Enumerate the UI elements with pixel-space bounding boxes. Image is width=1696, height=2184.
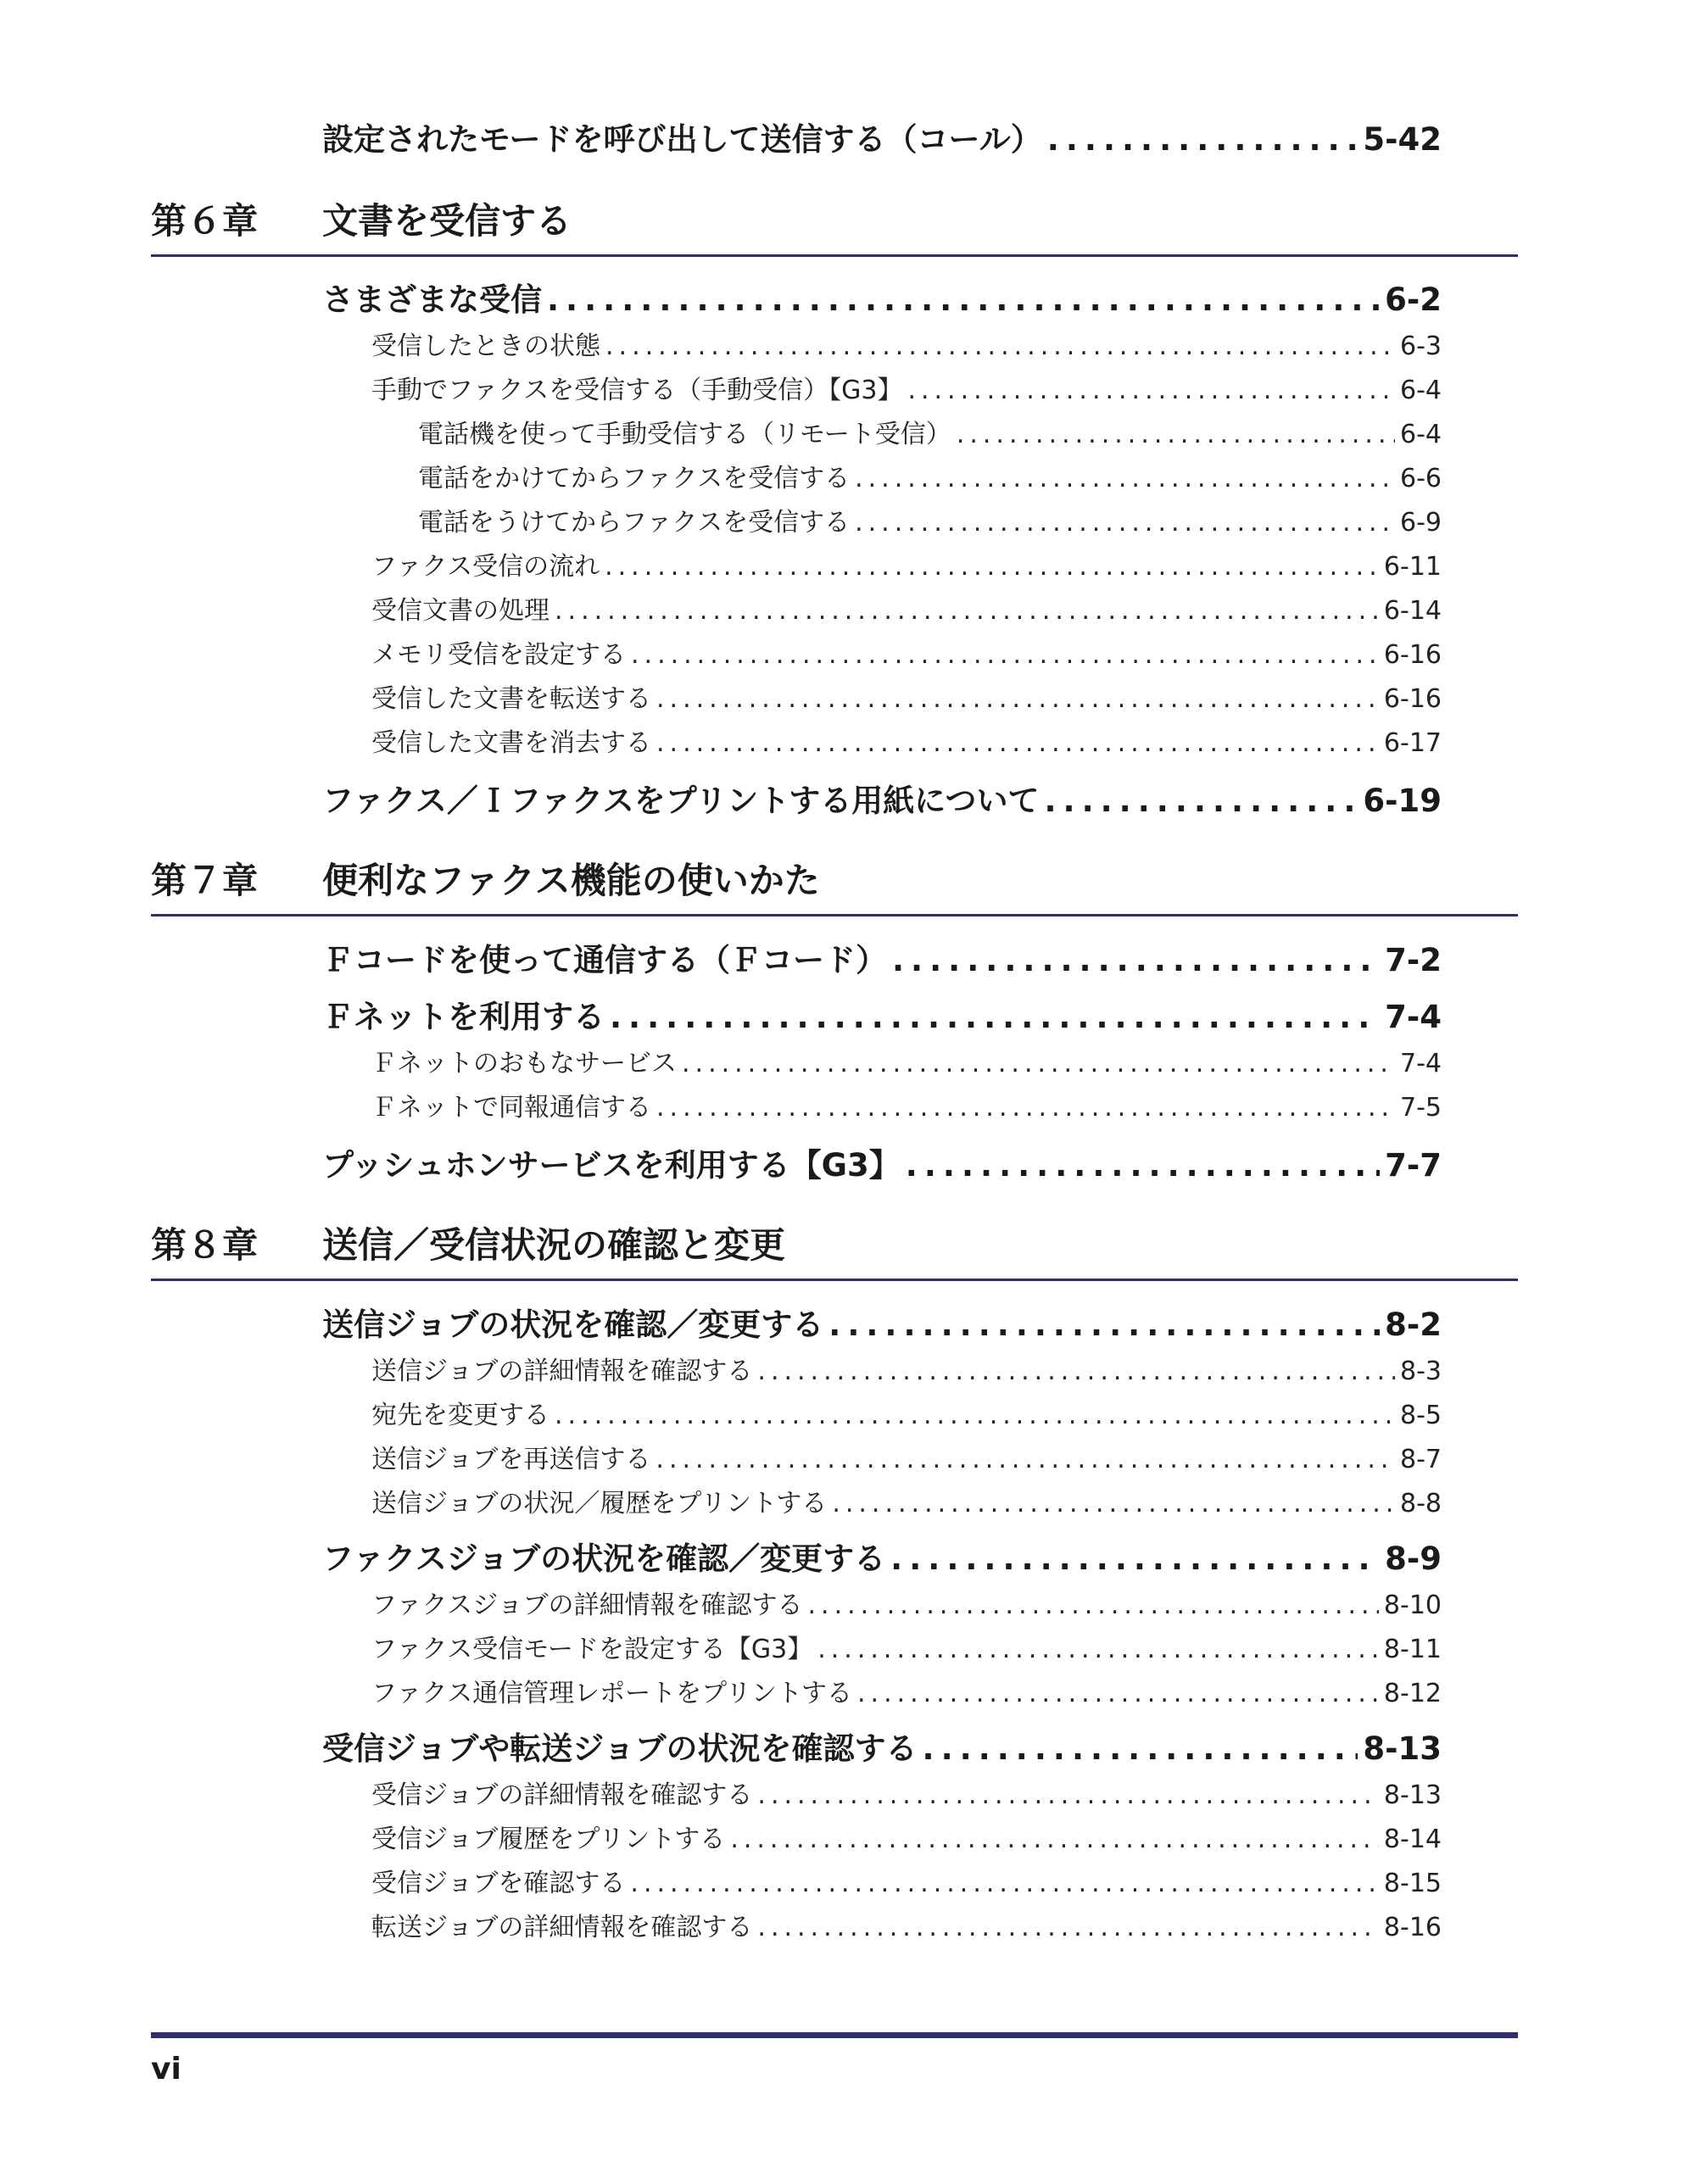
toc-section-entry[interactable] [322, 1723, 1442, 1769]
dot-leader [656, 728, 1379, 758]
dot-leader [547, 281, 1380, 318]
dot-leader [682, 1049, 1395, 1078]
toc-section-entry[interactable] [322, 1299, 1442, 1345]
chapter-title: 便利なファクス機能の使いかた [322, 860, 820, 901]
toc-section-entry[interactable] [322, 775, 1442, 821]
chapter-heading [151, 856, 1518, 916]
toc-entry-title: Ｆネットで同報通信する [371, 1093, 651, 1123]
dot-leader [757, 1913, 1379, 1942]
chapter-heading [151, 1221, 1518, 1281]
toc-entry-title: 電話をかけてからファクスを受信する [418, 464, 851, 493]
chapter-number: 第７章 [151, 860, 259, 901]
toc-section-entry[interactable] [322, 274, 1442, 320]
toc-item-entry[interactable] [371, 1482, 1442, 1519]
toc-entry-page: 8-3 [1400, 1357, 1442, 1386]
toc-item-entry[interactable] [371, 1042, 1442, 1079]
toc-entry-title: 電話をうけてからファクスを受信する [418, 508, 851, 538]
toc-entry-title: 宛先を変更する [371, 1401, 550, 1430]
toc-entry-page: 6-3 [1400, 332, 1442, 361]
toc-entry-title: ファクス通信管理レポートをプリントする [371, 1679, 852, 1708]
dot-leader [630, 1869, 1379, 1898]
toc-entry-page: 6-14 [1383, 596, 1442, 626]
page-number: vi [151, 2052, 181, 2086]
toc-entry-page: 7-2 [1385, 942, 1442, 978]
toc-item-entry[interactable] [371, 1086, 1442, 1123]
dot-leader [857, 1679, 1379, 1708]
toc-entry-title: 転送ジョブの詳細情報を確認する [371, 1913, 753, 1942]
toc-entry-page: 7-4 [1400, 1049, 1442, 1078]
toc-entry-page: 6-17 [1383, 728, 1442, 758]
toc-entry-page: 8-7 [1400, 1445, 1442, 1474]
toc-item-entry[interactable] [371, 589, 1442, 627]
dot-leader [656, 1445, 1395, 1474]
toc-entry-page: 5-42 [1363, 121, 1442, 158]
dot-leader [1044, 783, 1358, 819]
toc-entry-title: ファクスジョブの状況を確認／変更する [322, 1540, 886, 1577]
toc-item-entry[interactable] [371, 1438, 1442, 1475]
toc-entry-page: 6-6 [1400, 464, 1442, 493]
toc-entry-page: 6-4 [1400, 376, 1442, 405]
dot-leader [855, 464, 1395, 493]
toc-entry-title: 受信文書の処理 [371, 596, 550, 626]
dot-leader [832, 1489, 1395, 1518]
dot-leader [957, 420, 1395, 449]
toc-entry-page: 6-11 [1383, 552, 1442, 582]
dot-leader [757, 1780, 1379, 1810]
dot-leader [555, 596, 1379, 626]
toc-section-entry[interactable] [322, 1533, 1442, 1579]
toc-section-entry[interactable] [322, 991, 1442, 1037]
toc-entry-title: ファクスジョブの詳細情報を確認する [371, 1591, 803, 1620]
toc-entry-title: 受信した文書を消去する [371, 728, 651, 758]
dot-leader [605, 552, 1379, 582]
toc-item-entry[interactable] [371, 325, 1442, 362]
toc-item-entry[interactable] [371, 545, 1442, 582]
toc-item-entry[interactable] [371, 1862, 1442, 1899]
toc-entry-title: 送信ジョブの状況を確認／変更する [322, 1306, 824, 1343]
toc-entry-page: 8-2 [1385, 1306, 1442, 1343]
dot-leader [923, 1730, 1358, 1767]
toc-entry-page: 6-4 [1400, 420, 1442, 449]
toc-entry-page: 8-11 [1383, 1635, 1442, 1664]
toc-entry-title: 送信ジョブを再送信する [371, 1445, 651, 1474]
toc-entry-page: 8-10 [1383, 1591, 1442, 1620]
toc-subitem-entry[interactable] [418, 501, 1442, 538]
toc-entry-title: さまざまな受信 [322, 281, 542, 318]
toc-item-entry[interactable] [371, 677, 1442, 715]
toc-item-entry[interactable] [371, 1628, 1442, 1665]
toc-entry-page: 8-12 [1383, 1679, 1442, 1708]
toc-item-entry[interactable] [371, 1350, 1442, 1387]
toc-entry-title: Ｆネットのおもなサービス [371, 1049, 677, 1078]
toc-entry-page: 6-9 [1400, 508, 1442, 538]
dot-leader [730, 1825, 1379, 1854]
footer-rule [151, 2032, 1518, 2038]
toc-subitem-entry[interactable] [418, 457, 1442, 494]
toc-entry-title: 手動でファクスを受信する（手動受信）【G3】 [371, 376, 903, 405]
toc-entry-page: 8-13 [1363, 1730, 1442, 1767]
toc-entry-title: 受信ジョブを確認する [371, 1869, 626, 1898]
dot-leader [817, 1635, 1379, 1664]
chapter-heading [151, 197, 1518, 257]
toc-section-entry[interactable] [322, 934, 1442, 980]
toc-subitem-entry[interactable] [418, 413, 1442, 450]
toc-item-entry[interactable] [371, 633, 1442, 671]
toc-entry-title: 受信ジョブや転送ジョブの状況を確認する [322, 1730, 918, 1767]
dot-leader [1047, 121, 1358, 158]
toc-item-entry[interactable] [371, 1818, 1442, 1855]
toc-entry-page: 8-13 [1383, 1780, 1442, 1810]
toc-entry-page: 6-2 [1385, 281, 1442, 318]
toc-item-entry[interactable] [371, 722, 1442, 759]
toc-entry-title: 送信ジョブの詳細情報を確認する [371, 1357, 753, 1386]
toc-entry-page: 8-15 [1383, 1869, 1442, 1898]
dot-leader [757, 1357, 1395, 1386]
dot-leader [828, 1306, 1380, 1343]
toc-entry-title: 受信ジョブの詳細情報を確認する [371, 1780, 753, 1810]
toc-entry-page: 6-19 [1363, 783, 1442, 819]
toc-entry-title: 設定されたモードを呼び出して送信する（コール） [322, 121, 1042, 158]
toc-entry-title: 送信ジョブの状況／履歴をプリントする [371, 1489, 828, 1518]
toc-item-entry[interactable] [371, 1394, 1442, 1431]
toc-item-entry[interactable] [371, 1906, 1442, 1943]
toc-entry-title: メモリ受信を設定する [371, 640, 626, 670]
dot-leader [855, 508, 1395, 538]
toc-entry-title: 受信したときの状態 [371, 332, 600, 361]
dot-leader [808, 1591, 1379, 1620]
toc-entry-title: ファクス／Ｉファクスをプリントする用紙について [322, 783, 1040, 819]
toc-entry-title: Ｆコードを使って通信する（Ｆコード） [322, 942, 887, 978]
dot-leader [631, 640, 1379, 670]
chapter-title: 文書を受信する [322, 200, 572, 242]
toc-entry-page: 8-9 [1385, 1540, 1442, 1577]
dot-leader [892, 942, 1380, 978]
dot-leader [605, 332, 1395, 361]
toc-entry-title: 電話機を使って手動受信する（リモート受信） [418, 420, 951, 449]
toc-entry-page: 8-8 [1400, 1489, 1442, 1518]
toc-entry-title: プッシュホンサービスを利用する【G3】 [322, 1147, 901, 1184]
toc-entry-page: 7-7 [1385, 1147, 1442, 1184]
dot-leader [890, 1540, 1380, 1577]
toc-entry-page: 8-14 [1383, 1825, 1442, 1854]
dot-leader [906, 1147, 1380, 1184]
toc-entry-page: 6-16 [1383, 640, 1442, 670]
toc-entry-title: 受信した文書を転送する [371, 684, 651, 714]
toc-entry-title: ファクス受信モードを設定する【G3】 [371, 1635, 813, 1664]
toc-entry-title: Ｆネットを利用する [322, 999, 605, 1035]
toc-entry-page: 7-4 [1385, 999, 1442, 1035]
toc-entry-page: 7-5 [1400, 1093, 1442, 1123]
dot-leader [555, 1401, 1395, 1430]
toc-item-entry[interactable] [371, 1584, 1442, 1621]
toc-entry-page: 8-16 [1383, 1913, 1442, 1942]
dot-leader [656, 684, 1379, 714]
dot-leader [907, 376, 1395, 405]
dot-leader [610, 999, 1380, 1035]
toc-item-entry[interactable] [371, 369, 1442, 406]
toc-entry-title: 受信ジョブ履歴をプリントする [371, 1825, 726, 1854]
toc-entry-title: ファクス受信の流れ [371, 552, 600, 582]
toc-item-entry[interactable] [371, 1774, 1442, 1811]
dot-leader [656, 1093, 1395, 1123]
toc-entry-page: 8-5 [1400, 1401, 1442, 1430]
toc-entry-page: 6-16 [1383, 684, 1442, 714]
chapter-title: 送信／受信状況の確認と変更 [322, 1224, 786, 1266]
chapter-number: 第８章 [151, 1224, 259, 1266]
chapter-number: 第６章 [151, 200, 259, 242]
toc-section-entry[interactable] [322, 114, 1442, 159]
toc-section-entry[interactable] [322, 1139, 1442, 1185]
toc-item-entry[interactable] [371, 1672, 1442, 1709]
